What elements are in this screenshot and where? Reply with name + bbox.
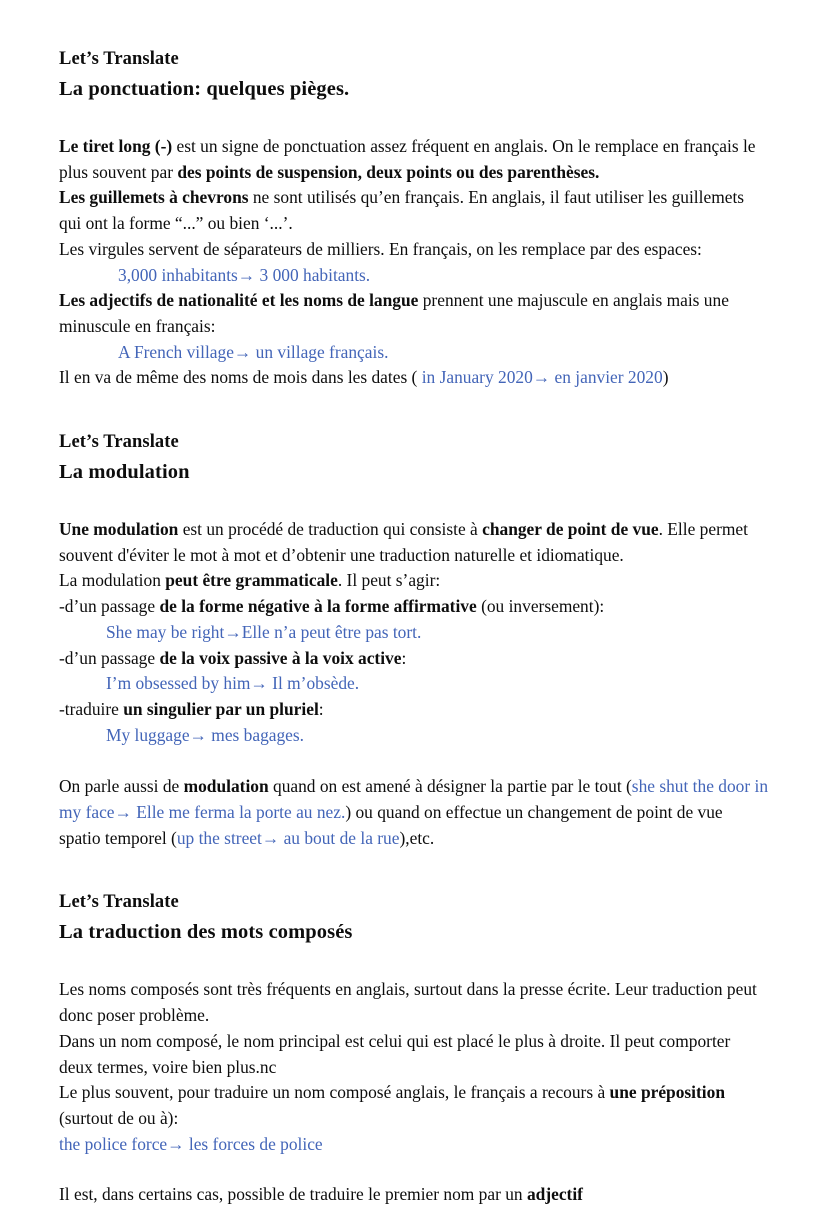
example-january-2020: in January 2020→ en janvier 2020 [421, 367, 663, 388]
example-up-the-street: up the street→ au bout de la rue [176, 827, 400, 848]
paragraph-partie-par-le-tout [59, 774, 768, 851]
bullet-voix-passive [59, 646, 768, 672]
text-changement-spatio-temporel: ) ou quand on effectue un changement de point de vue spatio temporel ( [59, 802, 723, 848]
section-kicker: Let’s Translate [59, 49, 179, 69]
text-traduire: -traduire [59, 698, 124, 719]
term-changer-point-de-vue: changer de point de vue [482, 519, 659, 540]
text-ou-inversement: (ou inversement): [476, 596, 605, 617]
spacer [59, 1157, 768, 1182]
example-inhabitants: 3,000 inhabitants→ 3 000 habitants. [118, 264, 371, 285]
text-il-peut-sagir: . Il peut s’agir: [337, 570, 441, 591]
text-noms-mois-before: Il en va de même des noms de mois dans les dates ( [59, 367, 422, 388]
term-tiret-long: Le tiret long (-) [59, 136, 173, 156]
paragraph-modulation-grammaticale [59, 568, 768, 594]
spacer [59, 748, 768, 774]
example-she-may-be-right: She may be right→Elle n’a peut être pas tort. [106, 621, 422, 642]
spacer [59, 487, 768, 517]
example-french-village: A French village→ un village français. [118, 341, 389, 362]
text-partie-par-le-tout: quand on est amené à désigner la partie par le tout ( [268, 776, 632, 797]
spacer [59, 851, 768, 888]
paragraph-une-modulation [59, 517, 768, 568]
term-une-modulation: Une modulation [59, 519, 179, 540]
term-voix-passive-active: de la voix passive à la voix active [159, 647, 402, 668]
text-dun-passage-2: -d’un passage [59, 647, 160, 668]
spacer [59, 947, 768, 977]
paragraph-nom-principal: Dans un nom composé, le nom principal est celui qui est placé le plus à droite. Il peut comporter deux termes, voire bien plus.nc [59, 1030, 731, 1077]
text-noms-mois-after: ) [662, 367, 669, 388]
section-kicker: Let’s Translate [59, 432, 179, 453]
term-adjectif: adjectif [526, 1184, 583, 1205]
text-colon-2: : [318, 698, 324, 719]
term-adjectifs-nationalite: Les adjectifs de nationalité et les noms de langue [59, 290, 419, 311]
text-il-est-dans-certains-cas: Il est, dans certains cas, possible de traduire le premier nom par un [59, 1184, 527, 1205]
section-kicker: Let’s Translate [59, 892, 179, 913]
text-la-modulation: La modulation [59, 570, 166, 591]
text-on-parle-aussi: On parle aussi de [59, 776, 184, 797]
section-title: La modulation [59, 461, 190, 484]
term-forme-negative-affirmative: de la forme négative à la forme affirmative [159, 596, 477, 617]
term-guillemets-chevrons: Les guillemets à chevrons [59, 187, 249, 208]
text-dun-passage-1: -d’un passage [59, 596, 160, 617]
term-points-suspension: des points de suspension, deux points ou des parenthèses. [177, 161, 600, 182]
bullet-singulier-pluriel [59, 697, 768, 723]
text-surtout-de-ou-a: (surtout de ou à): [59, 1107, 179, 1128]
spacer [59, 391, 768, 428]
spacer [59, 104, 768, 134]
term-une-preposition: une préposition [609, 1082, 726, 1103]
paragraph-preposition [59, 1080, 768, 1131]
text-adjectifs-body: prennent une majuscule en anglais mais une minuscule en français: [59, 290, 729, 336]
section-mots-composes [59, 888, 768, 1208]
text-modulation-body-2: . Elle permet souvent d'éviter le mot à mot et d’obtenir une traduction naturelle et idiomatique. [59, 519, 748, 565]
punctuation-body [59, 134, 768, 391]
text-le-plus-souvent: Le plus souvent, pour traduire un nom composé anglais, le français a recours à [59, 1082, 610, 1103]
term-peut-etre-grammaticale: peut être grammaticale [165, 570, 338, 591]
paragraph-guillemets [59, 185, 768, 236]
paragraph-noms-de-mois [59, 365, 768, 391]
term-singulier-pluriel: un singulier par un pluriel [123, 698, 319, 719]
section-punctuation [59, 45, 768, 391]
modulation-closing-paragraph [59, 774, 768, 851]
text-etc: ),etc. [399, 827, 435, 848]
section-title: La traduction des mots composés [59, 921, 353, 944]
text-guillemets-body: ne sont utilisés qu’en français. En anglais, il faut utiliser les guillemets qui ont la forme “...” ou bien ‘...’. [59, 187, 745, 234]
modulation-body [59, 517, 768, 748]
paragraph-premier-nom-adjectif [59, 1182, 768, 1208]
example-police-force: the police force→ les forces de police [59, 1133, 323, 1154]
example-my-luggage: My luggage→ mes bagages. [106, 724, 305, 745]
text-modulation-body-1: est un procédé de traduction qui consiste à [178, 519, 483, 540]
term-modulation: modulation [183, 776, 269, 797]
example-im-obsessed: I’m obsessed by him→ Il m’obsède. [106, 673, 360, 694]
section-modulation [59, 428, 768, 851]
text-tiret-long-body: est un signe de ponctuation assez fréquent en anglais. On le remplace en français le plus souvent par [59, 136, 756, 182]
section-title: La ponctuation: quelques pièges. [59, 78, 350, 100]
paragraph-adjectifs-nationalite [59, 288, 768, 339]
paragraph-tiret-long [59, 134, 768, 185]
mots-composes-body [59, 977, 768, 1157]
text-colon-1: : [401, 647, 407, 668]
paragraph-noms-composes-frequents: Les noms composés sont très fréquents en anglais, surtout dans la presse écrite. Leur traduction peut donc poser problème. [59, 979, 757, 1026]
example-she-shut-the-door: she shut the door in my face→ Elle me ferma la porte au nez. [59, 776, 769, 823]
paragraph-virgules: Les virgules servent de séparateurs de milliers. En français, on les remplace par des espaces: [59, 238, 702, 259]
mots-composes-closing [59, 1182, 768, 1208]
bullet-forme-negative [59, 594, 768, 620]
